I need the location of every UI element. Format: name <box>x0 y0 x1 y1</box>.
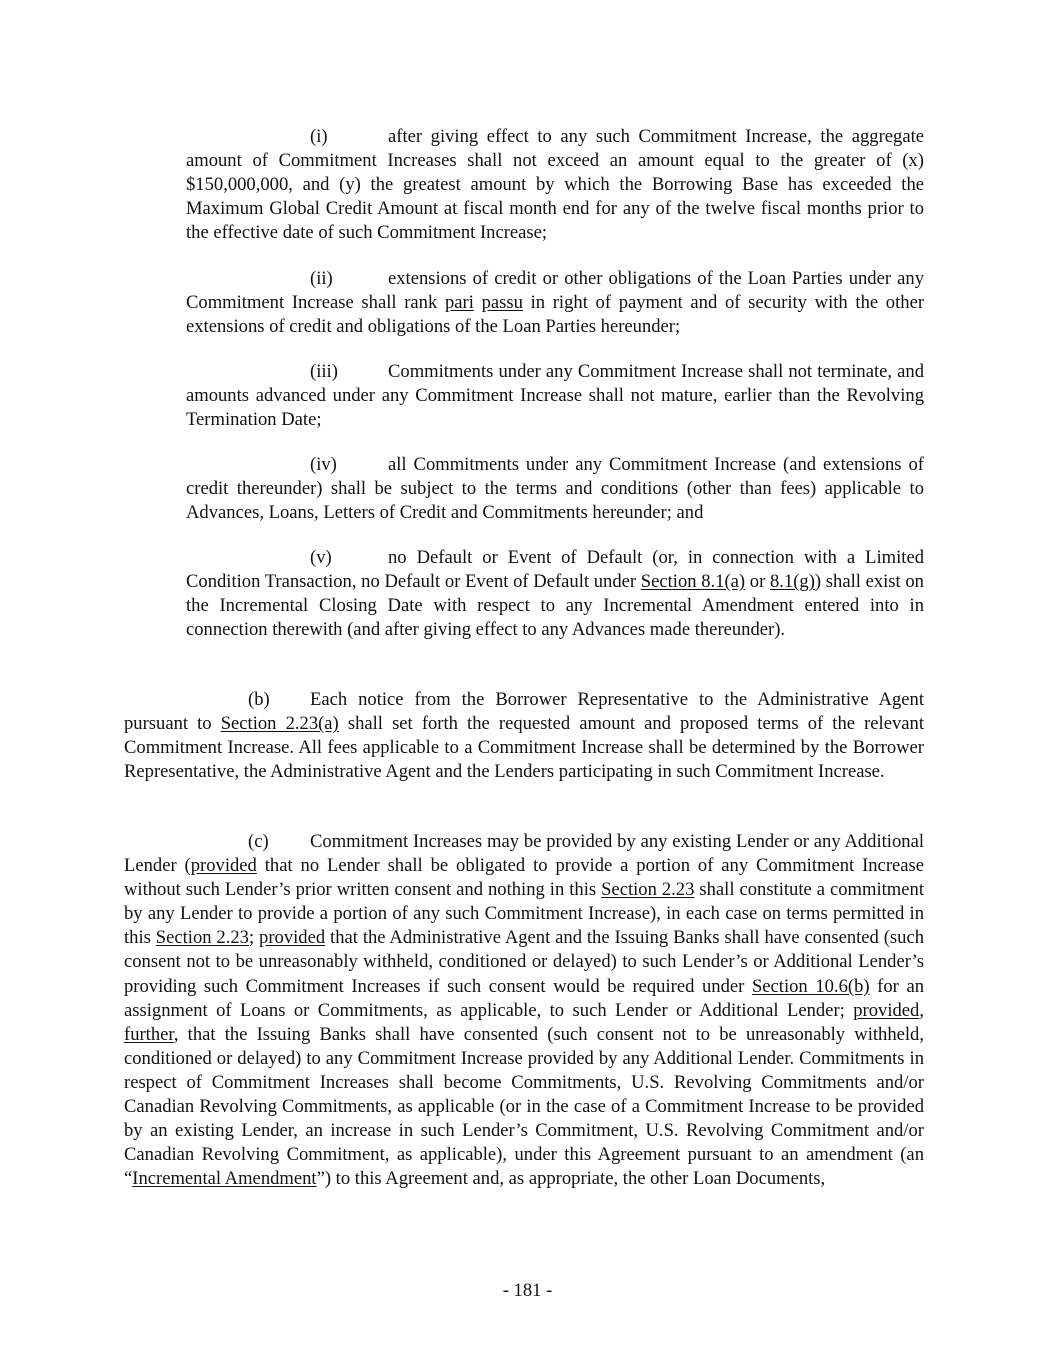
paragraph-c-provided-2: provided <box>259 927 326 949</box>
clause-iii-number: (iii) <box>310 361 338 382</box>
paragraph-c-text-1: Commitment Increases may be provided by any existing Lender or any Additional Lender ( <box>124 831 924 877</box>
clause-ii-number: (ii) <box>310 268 333 289</box>
paragraph-c-incremental-amendment: Incremental Amendment <box>132 1168 317 1190</box>
page-number: - 181 - <box>502 1280 553 1301</box>
paragraph-c-text-9: ”) to this Agreement and, as appropriate, the other Loan Documents, <box>316 1168 826 1190</box>
paragraph-c-text-2: that no Lender shall be obligated to provide a portion of any Commitment Increase without such Lender’s prior written consent and nothing in this <box>124 855 924 901</box>
paragraph-c-section-10-6-b: Section 10.6(b) <box>751 975 870 997</box>
paragraph-c-text-7: , <box>919 999 924 1021</box>
paragraph-c-provided-1: provided <box>190 855 257 877</box>
paragraph-b-text-1: Each notice from the Borrower Representative to the Administrative Agent pursuant to <box>124 689 924 735</box>
clause-iv <box>186 453 924 525</box>
paragraph-c-section-2-23-second: Section 2.23 <box>155 927 249 949</box>
clause-ii <box>186 267 924 339</box>
paragraph-c <box>124 830 924 1191</box>
clause-v-text-1: no Default or Event of Default (or, in connection with a Limited Condition Transaction, no Default or Event of Default under <box>186 547 924 593</box>
paragraph-c-number: (c) <box>248 831 269 852</box>
clause-v-number: (v) <box>310 547 332 568</box>
paragraph-b-text-2: shall set forth the requested amount and proposed terms of the relevant Commitment Increase. All fees applicable to a Commitment Increase shall be determined by the Borrower Representative, the Administrative Agent and the Lenders participating in such Commitment Increase. <box>124 713 924 783</box>
clause-ii-term-passu: passu <box>481 292 523 314</box>
clause-ii-text-3: in right of payment and of security with the other extensions of credit and obligations of the Loan Parties hereunder; <box>186 292 925 338</box>
clause-ii-term-pari: pari <box>444 292 474 314</box>
clause-i-text: after giving effect to any such Commitment Increase, the aggregate amount of Commitment Increases shall not exceed an amount equal to the greater of (x) $150,000,000, and (y) the greatest amount by which the Borrowing Base has exceeded the Maximum Global Credit Amount at fiscal month end for any of the twelve fiscal months prior to the effective date of such Commitment Increase; <box>186 126 924 244</box>
clause-i <box>186 125 924 245</box>
paragraph-c-text-5: that the Administrative Agent and the Issuing Banks shall have consented (such consent not to be unreasonably withheld, conditioned or delayed) to such Lender’s or Additional Lender’s providing such Commitment Increases if such consent would be required under <box>124 927 924 997</box>
clause-ii-text-2 <box>474 292 482 313</box>
paragraph-c-section-2-23-first: Section 2.23 <box>601 879 695 901</box>
paragraph-b <box>124 688 924 784</box>
clause-v-text-3: ) shall exist on the Incremental Closing Date with respect to any Incremental Amendment entered into in connection therewith (and after giving effect to any Advances made thereunder). <box>186 571 924 641</box>
paragraph-c-text-6: for an assignment of Loans or Commitments, as applicable, to such Lender or Additional Lender; <box>124 975 925 1021</box>
clause-v <box>186 546 924 642</box>
clause-iii-text: Commitments under any Commitment Increase shall not terminate, and amounts advanced under any Commitment Increase shall not mature, earlier than the Revolving Termination Date; <box>186 361 924 431</box>
clause-v-section-8-1-a: Section 8.1(a) <box>640 571 746 593</box>
paragraph-c-text-8: , that the Issuing Banks shall have consented (such consent not to be unreasonably withheld, conditioned or delayed) to any Commitment Increase provided by any Additional Lender. Commitments in respect of Commitment Increases shall become Commitments, U.S. Revolving Commitments and/or Canadian Revolving Commitments, as applicable (or in the case of a Commitment Increase to be provided by an existing Lender, an increase in such Lender’s Commitment, U.S. Revolving Commitment and/or Canadian Revolving Commitment, as applicable), under this Agreement pursuant to an amendment (an “ <box>124 1023 924 1190</box>
clause-iv-number: (iv) <box>310 454 337 475</box>
clause-iii <box>186 360 924 432</box>
paragraph-c-further: further <box>124 1023 174 1045</box>
clause-v-section-8-1-g: 8.1(g) <box>769 571 815 593</box>
paragraph-c-text-4: ; <box>248 927 260 949</box>
clause-i-number: (i) <box>310 126 328 147</box>
clause-v-text-2: or <box>745 571 770 593</box>
paragraph-b-section-2-23-a: Section 2.23(a) <box>220 713 339 735</box>
paragraph-c-text-3: shall constitute a commitment by any Lender to provide a portion of any such Commitment Increase), in each case on terms permitted in this <box>124 879 924 949</box>
clause-ii-text-1: extensions of credit or other obligations of the Loan Parties under any Commitment Increase shall rank <box>186 268 924 314</box>
paragraph-c-provided-3: provided <box>853 999 920 1021</box>
paragraph-b-number: (b) <box>248 689 270 710</box>
clause-iv-text: all Commitments under any Commitment Increase (and extensions of credit thereunder) shall be subject to the terms and conditions (other than fees) applicable to Advances, Loans, Letters of Credit and Commitments hereunder; and <box>186 454 924 524</box>
